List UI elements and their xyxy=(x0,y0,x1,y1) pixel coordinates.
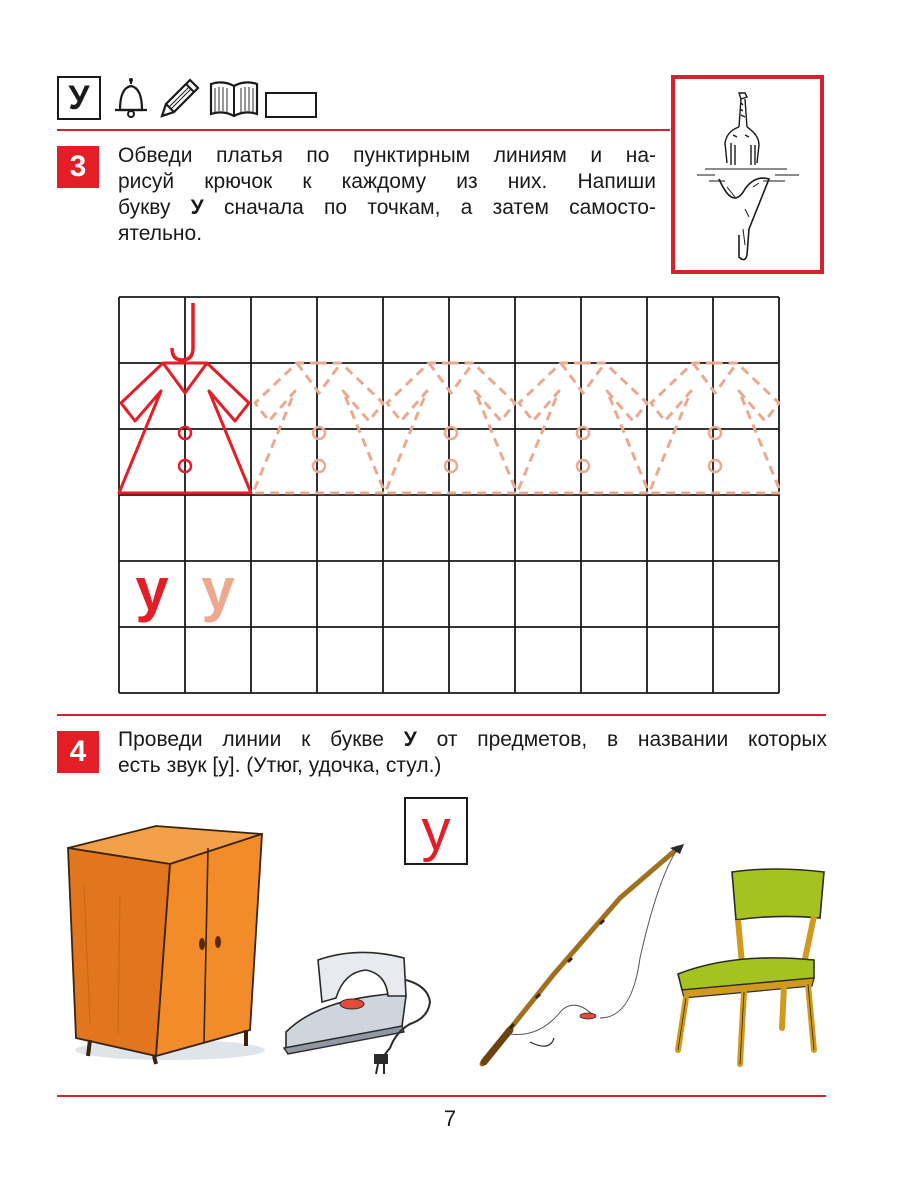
iron-picture xyxy=(278,940,438,1080)
task3-line4: ятельно. xyxy=(118,222,203,245)
task3-line3: букву У сначала по точкам, а затем самосто- xyxy=(118,196,656,219)
dress-button-4-1 xyxy=(709,460,721,472)
target-letter-box xyxy=(404,797,468,865)
task3-line1: Обведи платья по пунктирным линиям и на- xyxy=(118,144,656,167)
sample-letter-dotted: у xyxy=(201,556,235,623)
bottom-rule xyxy=(57,1095,826,1097)
wardrobe-picture xyxy=(60,824,270,1068)
page-number: 7 xyxy=(443,1106,457,1131)
task4-line2: есть звук [у]. (Утюг, удочка, стул.) xyxy=(118,754,442,777)
sample-letter-solid: у xyxy=(135,556,169,623)
task4-instructions xyxy=(118,727,827,779)
header-letter: У xyxy=(68,79,90,117)
middle-rule xyxy=(57,714,826,716)
task-number-3: 3 xyxy=(57,146,99,188)
chair-picture xyxy=(664,860,834,1082)
task3-line2: рисуй крючок к каждому из них. Напиши xyxy=(118,170,656,193)
dress-button-2-1 xyxy=(445,460,457,472)
hanger-hook xyxy=(172,303,193,360)
target-letter: у xyxy=(421,798,451,863)
dresses-layer xyxy=(119,303,781,493)
task4-line1: Проведи линии к букве У от предметов, в названии которых xyxy=(118,728,828,751)
task-number-4: 4 xyxy=(57,731,99,773)
grid-lines xyxy=(119,297,779,693)
dress-button-1-1 xyxy=(313,460,325,472)
dress-button-3-1 xyxy=(577,460,589,472)
